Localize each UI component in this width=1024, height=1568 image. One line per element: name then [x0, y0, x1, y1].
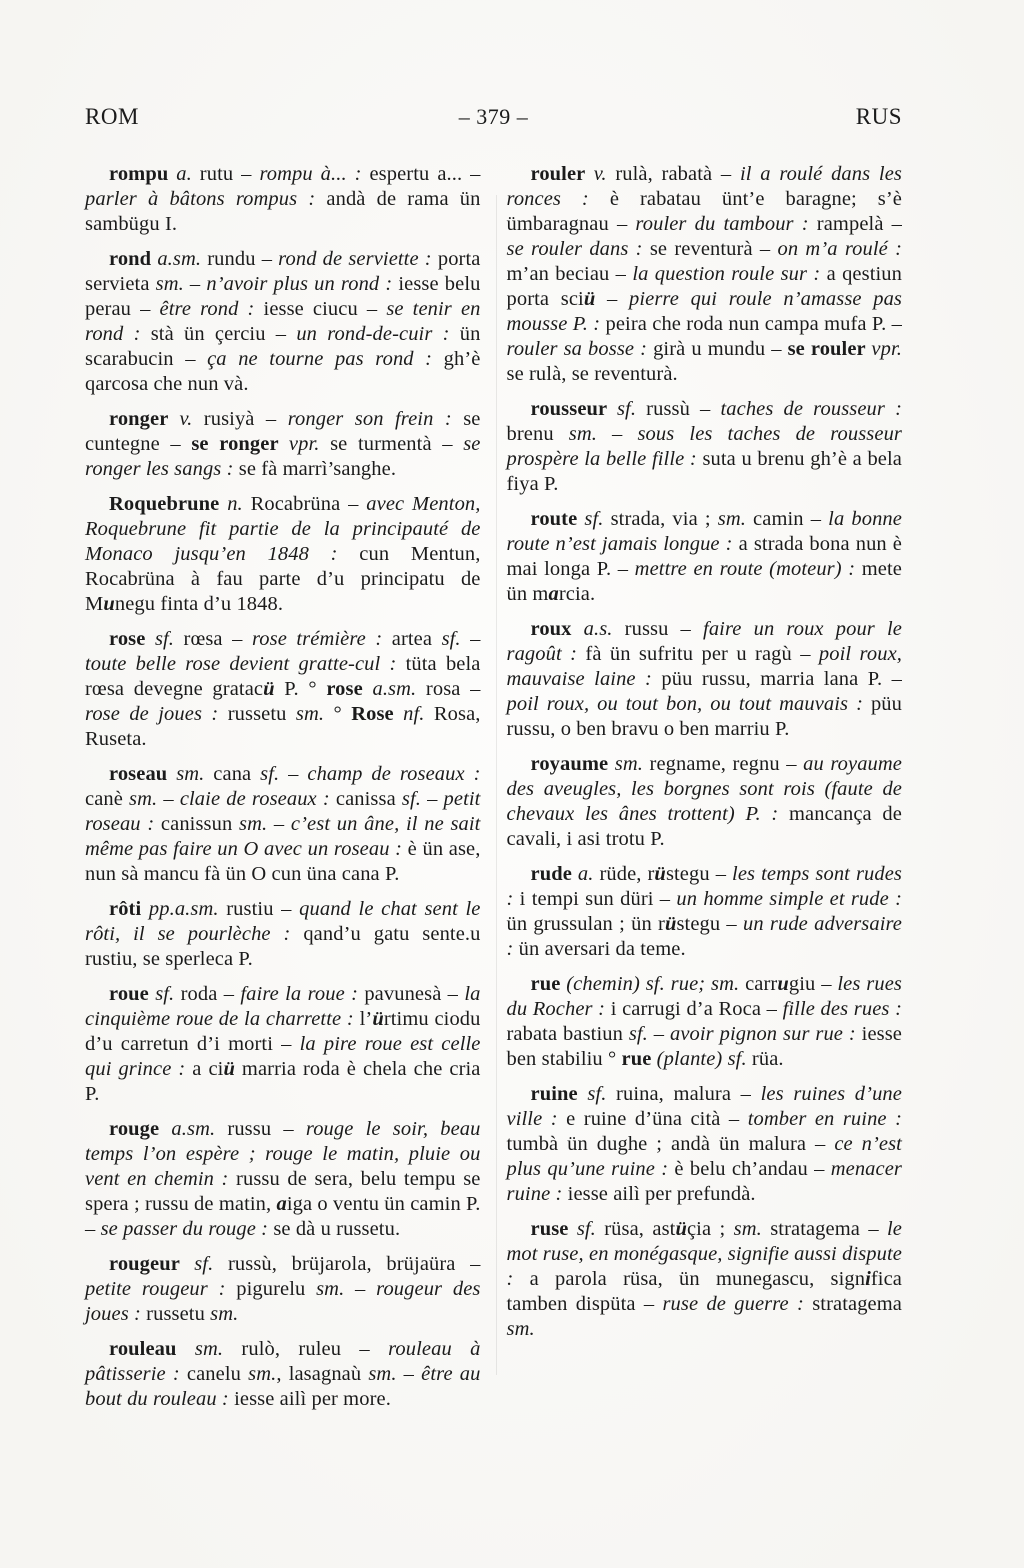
text-run: pavunesà – [358, 983, 465, 1005]
text-run: è belu ch’andau – [668, 1158, 831, 1180]
text-run: a [276, 1193, 287, 1215]
text-run: püu russu, o ben bravu o ben marriu P. [506, 693, 902, 740]
text-run: qand’u gatu sente.u rustiu, se sperleca P. [85, 923, 481, 970]
text-run: rulò, ruleu – [223, 1338, 389, 1360]
text-run: la cinquième roue de la charrette : [85, 983, 481, 1030]
header-right-word: RUS [855, 104, 902, 129]
text-run: iesse ailì per more. [228, 1388, 391, 1410]
text-run: fà ün sufritu per u ragù – [577, 643, 819, 665]
dictionary-entry-roseau [85, 762, 481, 887]
dictionary-entry-rude [507, 862, 903, 962]
text-run: rustiu – [218, 898, 300, 920]
dictionary-entry-route [507, 507, 903, 607]
text-run: rond [109, 248, 158, 270]
text-run: ruse de guerre : [662, 1293, 804, 1315]
text-run: mancança de cavali, i asi trotu P. [506, 803, 902, 850]
text-run: les temps sont rudes : [506, 863, 903, 910]
text-run: mettre en route (moteur) : [634, 558, 856, 580]
dictionary-entry-rue [507, 972, 903, 1072]
text-run: m’an beciau – [506, 263, 633, 285]
text-run: ü [223, 1058, 235, 1080]
text-run: rouge [109, 1118, 172, 1140]
text-run: poil roux, ou tout bon, ou tout mauvais : [506, 693, 863, 715]
text-run: P. ° [274, 678, 327, 700]
text-run: parler à bâtons rompus : [85, 188, 316, 210]
text-run: sm. [733, 1218, 762, 1240]
text-run: ronger son frein : [287, 408, 452, 430]
text-run: rouler [530, 163, 594, 185]
text-run: se rouler dans : [506, 238, 643, 260]
text-run: sf. [441, 628, 461, 650]
text-run: ü [654, 863, 666, 885]
text-run: camin – [745, 508, 829, 530]
text-run: sf. [616, 398, 637, 420]
text-run: strada, via ; [603, 508, 718, 530]
text-run: – [396, 1363, 422, 1385]
text-columns [85, 162, 902, 1422]
text-run: a.sm. [171, 1118, 216, 1140]
text-run: iesse ben stabiliu ° [506, 1023, 903, 1070]
text-run: – [279, 763, 308, 785]
dictionary-entry-royaume [507, 752, 903, 852]
text-run: rose de joues : [85, 703, 219, 725]
text-run: russù, brüjarola, brüjaüra – [213, 1253, 481, 1275]
text-run: rulà, rabatà – [606, 163, 740, 185]
text-run: russetu [218, 703, 296, 725]
text-run: le mot ruse, en monégasque, signifie aussi dispute : [506, 1218, 902, 1290]
text-run: ü [372, 1008, 384, 1030]
text-run: rougeur [109, 1253, 195, 1275]
text-run: petit roseau : [85, 788, 481, 835]
text-run: n. [227, 493, 243, 515]
text-run: – [344, 1278, 377, 1300]
text-run: ° [324, 703, 352, 725]
text-run: menacer ruine : [506, 1158, 902, 1205]
text-run: a. [577, 863, 594, 885]
text-run: rabata bastiun [506, 1023, 629, 1045]
text-run: , lasagnaù [276, 1363, 369, 1385]
text-run: sous les taches de rousseur prospère la belle fille : [506, 423, 902, 470]
text-run: il a roulé dans les ronces : [506, 163, 902, 210]
text-run: rougeur des joues : [85, 1278, 481, 1325]
text-run: toute belle rose devient gratte-cul : [85, 653, 397, 675]
text-run: rouler sa bosse : [506, 338, 648, 360]
text-run: stegu – [665, 863, 733, 885]
text-run: au royaume des aveugles, les borgnes sont rois (faute de chevaux les ânes trottent) P. : [506, 753, 902, 825]
dictionary-entry-roue [85, 982, 481, 1107]
text-run: sf. [401, 788, 421, 810]
text-run: rose [326, 678, 373, 700]
text-run: a.sm. [372, 678, 417, 700]
text-run: petite rougeur : [85, 1278, 226, 1300]
text-run: e ruine d’üna cità – [557, 1108, 748, 1130]
text-run: canè [85, 788, 130, 810]
text-run: stà ün çerciu – [140, 323, 297, 345]
text-run: se tenir en rond : [85, 298, 481, 345]
text-run: ün aversari da teme. [513, 938, 686, 960]
text-run: i tempi sun düri – [513, 888, 677, 910]
text-run: canissa [329, 788, 402, 810]
text-run: stratagema [803, 1293, 902, 1315]
text-run: Rocabrüna – [242, 493, 367, 515]
text-run: rude [530, 863, 578, 885]
text-run: pp.a.sm. [148, 898, 219, 920]
text-run: c’est un âne, il ne sait même pas faire un O avec un roseau : [85, 813, 481, 860]
text-run: a qestiun porta sci [506, 263, 902, 310]
text-run: a.sm. [157, 248, 202, 270]
text-run: se cuntegne – [85, 408, 481, 455]
text-run: avec Menton, Roquebrune fit partie de la principauté de Monaco jusqu’en 1848 : [85, 493, 481, 565]
text-run: rond de serviette : [278, 248, 432, 270]
header-left-word: ROM [85, 104, 139, 129]
text-run: tomber en ruine : [747, 1108, 902, 1130]
text-run: pigurelu [225, 1278, 317, 1300]
text-run: sf. [587, 1083, 607, 1105]
text-run: russu – [612, 618, 704, 640]
text-run: è rabatau ünt’e baragne; s’è ümbaragnau – [506, 188, 902, 235]
text-run: se rouler [787, 338, 872, 360]
page-header [85, 104, 902, 130]
text-run: quand le chat sent le rôti, il se pourlèche : [85, 898, 481, 945]
text-run: – [183, 273, 207, 295]
dictionary-entry-roti [85, 897, 481, 972]
text-run: rüsa, ast [595, 1218, 676, 1240]
text-run: faire la roue : [240, 983, 359, 1005]
dictionary-entry-roux [507, 617, 903, 742]
text-run: claie de roseaux : [179, 788, 330, 810]
text-run: a ci [185, 1058, 224, 1080]
text-run: sm. [368, 1363, 397, 1385]
text-run: sf. [155, 983, 175, 1005]
text-run: rcia. [558, 583, 596, 605]
right-column [507, 162, 903, 1422]
text-run: sf. [154, 628, 175, 650]
text-run: cun Mentun, Rocabrüna à fau parte d’u principatu de M [85, 543, 481, 615]
text-run: – [460, 628, 481, 650]
text-run: sm. [717, 508, 746, 530]
text-run: sm. [155, 273, 184, 295]
text-run: stegu – [676, 913, 743, 935]
text-run: ruine [530, 1083, 588, 1105]
text-run: ün scarabucin – [85, 323, 481, 370]
text-run: rundu – [201, 248, 279, 270]
text-run: russu – [215, 1118, 306, 1140]
text-run: è ün ase, nun sà mancu fà ün O cun üna cana P. [85, 838, 481, 885]
dictionary-entry-rouge [85, 1117, 481, 1242]
text-run: Rosa, Ruseta. [85, 703, 481, 750]
dictionary-entry-rose [85, 627, 481, 752]
text-run: püu russu, marria lana P. – [651, 668, 902, 690]
text-run: canelu [179, 1363, 249, 1385]
text-run: tüta bela rœsa devegne gratac [85, 653, 481, 700]
text-run: fille des rues : [782, 998, 902, 1020]
text-run: ruina, malura – [606, 1083, 761, 1105]
text-run: rompu à... : [259, 163, 362, 185]
dictionary-entry-roquebrune [85, 492, 481, 617]
dictionary-entry-rouleau [85, 1337, 481, 1412]
text-run: v. [593, 163, 607, 185]
text-run: se reventurà – [642, 238, 778, 260]
text-run: roseau [109, 763, 177, 785]
text-run: carr [739, 973, 778, 995]
text-run: regname, regnu – [643, 753, 804, 775]
text-run: rouleau à pâtisserie : [85, 1338, 481, 1385]
text-run: la question roule sur : [632, 263, 821, 285]
text-run: i carrugi d’a Roca – [605, 998, 783, 1020]
text-run: – [596, 423, 638, 445]
text-run: artea [382, 628, 442, 650]
text-run: – [647, 1023, 670, 1045]
text-run: champ de roseaux : [307, 763, 481, 785]
text-run: rtimu ciodu d’u carretun d’i morti – [85, 1008, 481, 1055]
text-run: ça ne tourne pas rond : [207, 348, 433, 370]
text-run: rœsa – [174, 628, 252, 650]
text-run: se ronger les sangs : [85, 433, 481, 480]
text-run: se rulà, se reventurà. [506, 363, 678, 385]
text-run: (plante) sf. [656, 1048, 747, 1070]
text-run: brenu [506, 423, 569, 445]
text-run: u [777, 973, 789, 995]
text-run: ü [583, 288, 596, 310]
text-run: se turmentà – [319, 433, 464, 455]
text-run: russetu [140, 1303, 211, 1325]
text-run: sm. [210, 1303, 239, 1325]
text-run: Roquebrune [109, 493, 228, 515]
text-run: sm. [568, 423, 597, 445]
text-run: çia ; [686, 1218, 734, 1240]
text-run: roue [109, 983, 156, 1005]
text-run: espertu a... – [361, 163, 481, 185]
text-run: i [865, 1268, 871, 1290]
text-run: se fà marrì’sanghe. [233, 458, 397, 480]
text-run: sm. [614, 753, 643, 775]
dictionary-entry-rousseur [507, 397, 903, 497]
text-run: ce n’est plus qu’une ruine : [506, 1133, 902, 1180]
text-run: stratagema – [761, 1218, 887, 1240]
text-run: iesse belu perau – [85, 273, 481, 320]
text-run: rue [621, 1048, 657, 1070]
text-run: les ruines d’une ville : [506, 1083, 902, 1130]
text-run: rose [109, 628, 155, 650]
dictionary-entry-ronger [85, 407, 481, 482]
text-run: rüde, r [593, 863, 655, 885]
text-run: ün grussulan ; ün r [506, 913, 665, 935]
text-run: u [103, 593, 115, 615]
text-run: fica tamben dispüta – [506, 1268, 902, 1315]
text-run: a strada bona nun è mai longa P. – [506, 533, 902, 580]
text-run: ü [263, 678, 275, 700]
text-run: les rues du Rocher : [506, 973, 902, 1020]
dictionary-entry-rouler [507, 162, 903, 387]
text-run: sm. [506, 1318, 535, 1340]
text-run: suta u brenu gh’è a bela fiya P. [506, 448, 902, 495]
text-run: taches de rousseur : [720, 398, 903, 420]
dictionary-entry-rond [85, 247, 481, 397]
text-run: giu – [788, 973, 838, 995]
text-run: sm. [295, 703, 325, 725]
text-run: a. [176, 163, 192, 185]
text-run: sm. [129, 788, 158, 810]
left-column [85, 162, 481, 1422]
text-run: v. [179, 408, 193, 430]
text-run: sf. [584, 508, 604, 530]
text-run: andà de rama ün sambügu I. [85, 188, 481, 235]
text-run: pierre qui roule n’amasse pas mousse P. : [506, 288, 903, 335]
text-run: vpr. [871, 338, 902, 360]
text-run: canissun [154, 813, 239, 835]
text-run: route [530, 508, 585, 530]
text-run: girà u mundu – [647, 338, 788, 360]
text-run: sm. [239, 813, 268, 835]
text-run: poil roux, mauvaise laine : [506, 643, 902, 690]
text-run: rutu – [191, 163, 260, 185]
text-run: rousseur [530, 398, 617, 420]
dictionary-entry-ruse [507, 1217, 903, 1342]
dictionary-entry-rompu [85, 162, 481, 237]
text-run: negu finta d’u 1848. [114, 593, 284, 615]
text-run: sf. [194, 1253, 214, 1275]
text-run: roux [530, 618, 584, 640]
text-run: rouler du tambour : [635, 213, 809, 235]
text-run: russu de sera, belu tempu se spera ; russu de matin, [85, 1168, 481, 1215]
text-run: cana [204, 763, 261, 785]
dictionary-entry-ruine [507, 1082, 903, 1207]
text-run: un homme simple et rude : [676, 888, 902, 910]
text-run: on m’a roulé : [777, 238, 902, 260]
text-run: iesse ailì per prefundà. [562, 1183, 756, 1205]
text-run: la pire roue est celle qui grince : [85, 1033, 481, 1080]
page-number: – 379 – [458, 104, 529, 129]
text-run: un rude adversaire : [506, 913, 903, 960]
text-run: gh’è qarcosa che nun và. [85, 348, 481, 395]
text-run: sm. [248, 1363, 277, 1385]
text-run: rusiyà – [192, 408, 288, 430]
text-run: marria roda è chela che cria P. [85, 1058, 481, 1105]
text-run: Rose [351, 703, 404, 725]
text-run: – [595, 288, 629, 310]
text-run: – [267, 813, 291, 835]
text-run: n’avoir plus un rond : [206, 273, 393, 295]
text-run: rouleau [109, 1338, 195, 1360]
text-run: se ronger [191, 433, 289, 455]
text-run: (chemin) sf. rue; sm. [566, 973, 740, 995]
text-run: ü [675, 1218, 687, 1240]
text-run: sm. [316, 1278, 345, 1300]
text-run: porta servieta [85, 248, 481, 295]
text-run: rampelà – [808, 213, 902, 235]
text-run: ü [664, 913, 677, 935]
text-run: avoir pignon sur rue : [669, 1023, 856, 1045]
text-run: sm. [194, 1338, 224, 1360]
text-run: rose trémière : [251, 628, 383, 650]
text-run: un rond-de-cuir : [296, 323, 450, 345]
text-run: sf. [260, 763, 280, 785]
text-run: ruse [530, 1218, 577, 1240]
text-run: nf. [403, 703, 425, 725]
text-run: l’ [353, 1008, 373, 1030]
text-run: – [420, 788, 444, 810]
text-run: faire un roux pour le ragoût : [506, 618, 902, 665]
text-run: mete ün m [506, 558, 902, 605]
text-run: a [548, 583, 559, 605]
text-run: russù – [636, 398, 721, 420]
text-run: rosa – [416, 678, 481, 700]
text-run: sf. [628, 1023, 648, 1045]
text-run: rompu [109, 163, 177, 185]
text-run: se passer du rouge : [100, 1218, 269, 1240]
text-run: être rond : [159, 298, 255, 320]
text-run: sf. [576, 1218, 596, 1240]
text-run: la bonne route n’est jamais longue : [506, 508, 902, 555]
text-run: a.s. [583, 618, 613, 640]
text-run: rôti [109, 898, 149, 920]
text-run: ronger [109, 408, 180, 430]
text-run: rue [530, 973, 567, 995]
text-run: royaume [530, 753, 615, 775]
text-run: iga o ventu ün camin P. – [85, 1193, 481, 1240]
text-run: a parola rüsa, ün munegascu, sign [513, 1268, 866, 1290]
text-run: tumbà ün dughe ; andà ün malura – [506, 1133, 835, 1155]
text-run: roda – [174, 983, 241, 1005]
dictionary-entry-rougeur [85, 1252, 481, 1327]
text-run: peira che roda nun campa mufa P. – [600, 313, 902, 335]
text-run: vpr. [288, 433, 320, 455]
column-gutter-line [496, 195, 497, 1375]
text-run: iesse ciucu – [254, 298, 387, 320]
text-run: rouge le soir, beau temps l’on espère ; rouge le matin, pluie ou vent en chemin : [85, 1118, 481, 1190]
text-run: sm. [176, 763, 205, 785]
text-run: se dà u russetu. [268, 1218, 401, 1240]
text-run: – [157, 788, 180, 810]
text-run: rüa. [746, 1048, 784, 1070]
text-run: être au bout du rouleau : [85, 1363, 481, 1410]
